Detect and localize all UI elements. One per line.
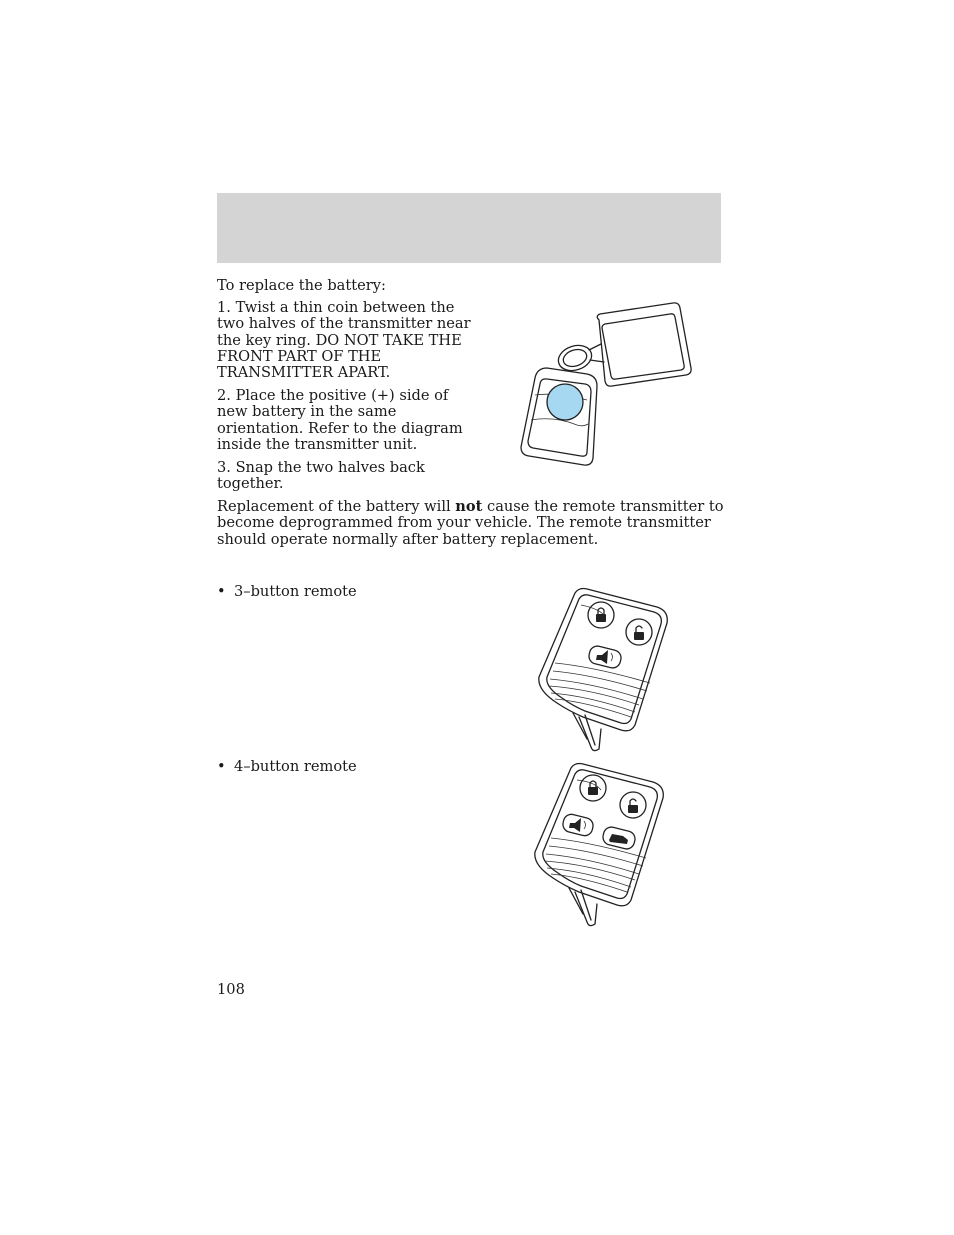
step-2-text: 2. Place the positive (+) side of new battery in the same orientation. Refer to the diagram inside the transmitter unit. [217,387,463,453]
bullet-symbol: • [217,758,226,775]
intro-text: To replace the battery: [217,277,386,294]
note-emphasis: not [455,498,483,515]
lock-icon [588,781,598,795]
battery [547,384,583,420]
step-3-text: 3. Snap the two halves back together. [217,459,425,493]
lock-icon [596,608,606,622]
panic-button [587,644,622,669]
note-text-before: Replacement of the battery will [217,498,456,515]
page-number: 108 [217,981,245,998]
bullet-label: 4–button remote [234,758,357,775]
unlock-icon [634,626,644,640]
bullet-label: 3–button remote [234,583,357,600]
bullet-symbol: • [217,583,226,600]
panic-horn-icon [596,650,613,664]
trunk-icon [609,834,628,844]
trunk-button [601,825,636,850]
section-header-band [217,193,721,263]
panic-button [561,813,594,838]
remote-body [535,764,663,906]
unlock-icon [628,799,638,813]
lock-button [580,775,606,801]
three-button-remote-illustration [535,585,675,755]
unlock-button [620,792,646,818]
note-text-after: cause the remote transmitter to become deprogrammed from your vehicle. The remote transmitter should operate normally after battery replacement. [217,498,724,548]
four-button-remote-illustration [533,760,673,930]
transmitter-back-half [597,303,691,386]
battery-note [217,499,725,548]
transmitter-open-illustration [515,300,695,470]
bullet-three-button-remote [217,584,357,600]
bullet-four-button-remote [217,759,357,775]
step-1-text: 1. Twist a thin coin between the two halves of the transmitter near the key ring. DO NOT TAKE THE FRONT PART OF THE TRANSMITTER APART. [217,299,471,382]
panic-horn-icon [569,818,586,832]
unlock-button [626,619,652,645]
lock-button [588,602,614,628]
